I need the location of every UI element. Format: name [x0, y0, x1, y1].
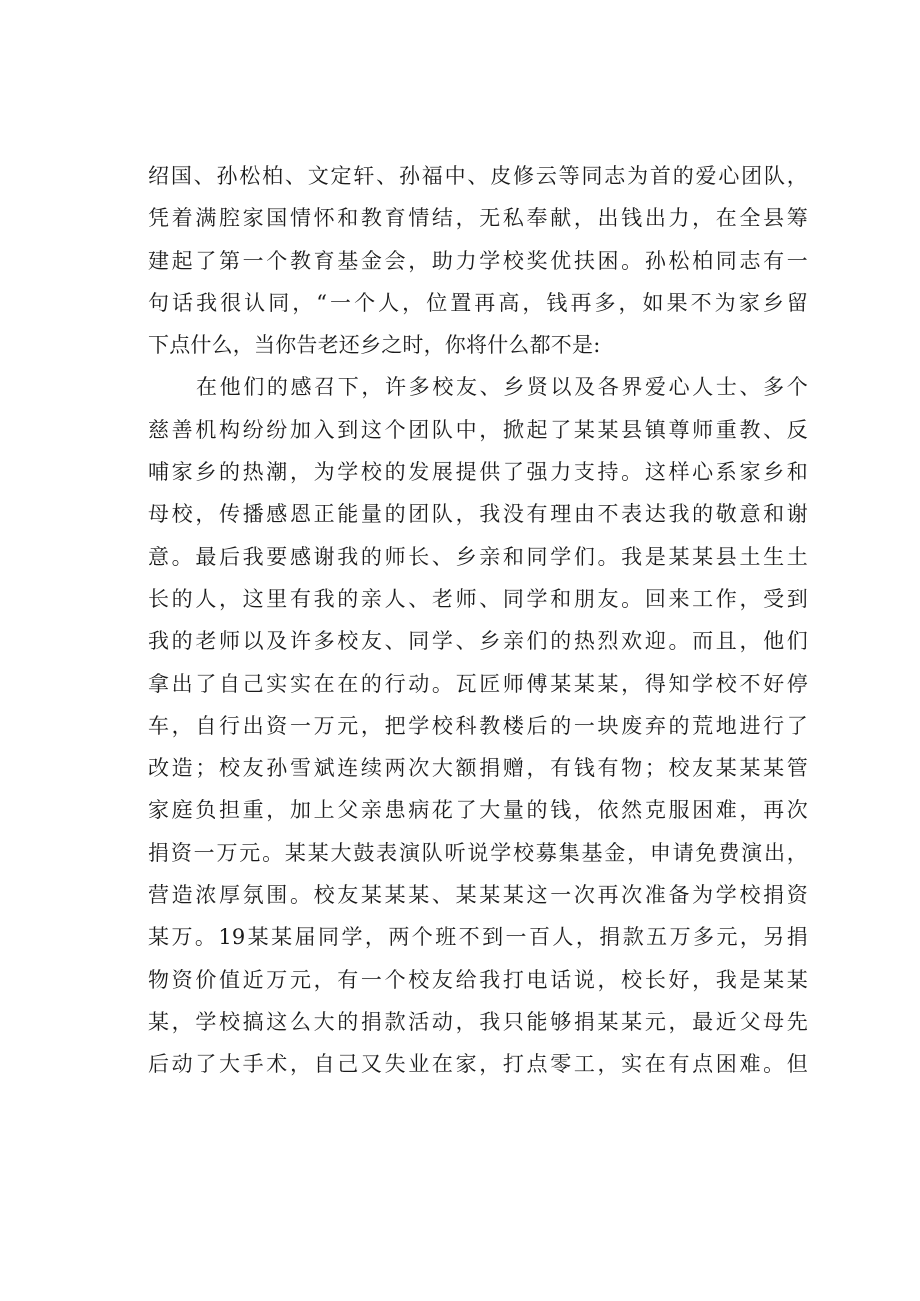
- body-text: [148, 155, 808, 1086]
- text-line: 句话我很认同，“一个人，位置再高，钱再多，如果不为家乡留: [148, 290, 808, 315]
- paragraph-1: [148, 155, 808, 366]
- text-line: 长的人，这里有我的亲人、老师、同学和朋友。回来工作，受到: [148, 586, 808, 611]
- text-line: 家庭负担重，加上父亲患病花了大量的钱，依然克服困难，再次: [148, 798, 808, 823]
- text-line: 车，自行出资一万元，把学校科教楼后的一块废弃的荒地进行了: [148, 713, 808, 738]
- text-line: 意。最后我要感谢我的师长、乡亲和同学们。我是某某县土生土: [148, 544, 808, 569]
- text-line: 物资价值近万元，有一个校友给我打电话说，校长好，我是某某: [148, 967, 808, 992]
- text-line: 某万。19某某届同学，两个班不到一百人，捐款五万多元，另捐: [148, 925, 808, 950]
- text-line: 营造浓厚氛围。校友某某某、某某某这一次再次准备为学校捐资: [148, 883, 808, 908]
- text-line: 下点什么，当你告老还乡之时，你将什么都不是:: [148, 333, 601, 358]
- text-line: 后动了大手术，自己又失业在家，打点零工，实在有点困难。但: [148, 1052, 808, 1077]
- text-line: 拿出了自己实实在在的行动。瓦匠师傅某某某，得知学校不好停: [148, 671, 808, 696]
- paragraph-2: [148, 366, 808, 1085]
- text-line: 绍国、孙松柏、文定轩、孙福中、皮修云等同志为首的爱心团队，: [148, 164, 808, 188]
- text-line: 建起了第一个教育基金会，助力学校奖优扶困。孙松柏同志有一: [148, 248, 808, 273]
- text-line: 改造；校友孙雪斌连续两次大额捐赠，有钱有物；校友某某某管: [148, 756, 808, 781]
- text-line: 在他们的感召下，许多校友、乡贤以及各界爱心人士、多个: [196, 375, 808, 400]
- text-line: 某，学校搞这么大的捐款活动，我只能够捐某某元，最近父母先: [148, 1009, 808, 1034]
- text-line: 慈善机构纷纷加入到这个团队中，掀起了某某县镇尊师重教、反: [148, 417, 808, 442]
- text-line: 捐资一万元。某某大鼓表演队听说学校募集基金，申请免费演出，: [148, 840, 808, 865]
- text-line: 我的老师以及许多校友、同学、乡亲们的热烈欢迎。而且，他们: [148, 629, 808, 654]
- text-line: 凭着满腔家国情怀和教育情结，无私奉献，出钱出力，在全县筹: [148, 206, 808, 231]
- text-line: 母校，传播感恩正能量的团队，我没有理由不表达我的敬意和谢: [148, 502, 808, 527]
- text-line: 哺家乡的热潮，为学校的发展提供了强力支持。这样心系家乡和: [148, 460, 808, 485]
